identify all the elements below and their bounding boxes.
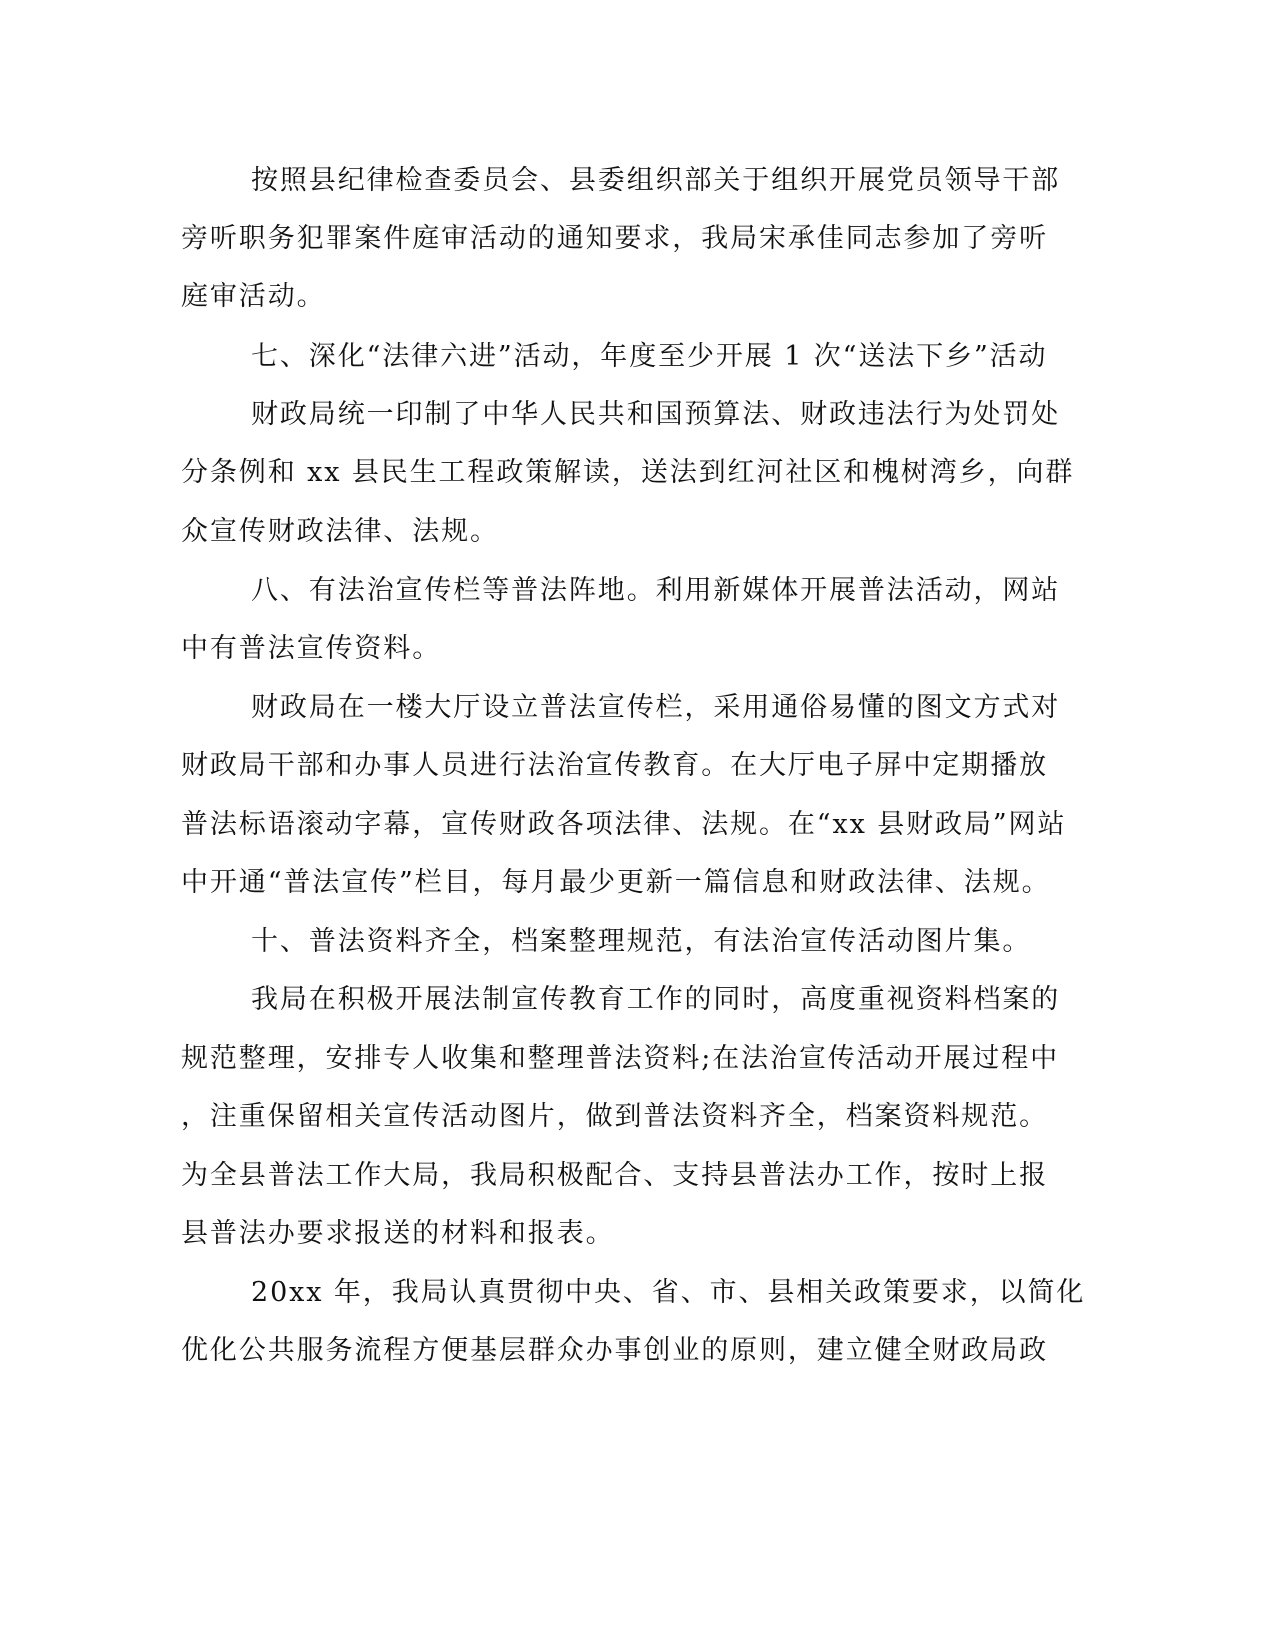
paragraph-line: 众宣传财政法律、法规。	[181, 516, 499, 547]
paragraph-line: 规范整理，安排专人收集和整理普法资料;在法治宣传活动开展过程中	[181, 1043, 1059, 1074]
paragraph-line: 普法标语滚动字幕，宣传财政各项法律、法规。在“xx 县财政局”网站	[181, 809, 1067, 840]
paragraph-line: 庭审活动。	[181, 281, 326, 312]
paragraph-line: 优化公共服务流程方便基层群众办事创业的原则，建立健全财政局政	[181, 1335, 1048, 1366]
paragraph-line: 财政局统一印制了中华人民共和国预算法、财政违法行为处罚处	[251, 399, 1061, 430]
paragraph-line: 财政局干部和办事人员进行法治宣传教育。在大厅电子屏中定期播放	[181, 750, 1048, 781]
section-heading-10: 十、普法资料齐全，档案整理规范，有法治宣传活动图片集。	[251, 926, 1032, 957]
paragraph-line: 分条例和 xx 县民生工程政策解读，送法到红河社区和槐树湾乡，向群	[181, 457, 1075, 488]
paragraph-line: 中开通“普法宣传”栏目，每月最少更新一篇信息和财政法律、法规。	[181, 867, 1051, 898]
paragraph-line: 财政局在一楼大厅设立普法宣传栏，采用通俗易懂的图文方式对	[251, 692, 1061, 723]
paragraph-line: 旁听职务犯罪案件庭审活动的通知要求，我局宋承佳同志参加了旁听	[181, 223, 1048, 254]
paragraph-line: 县普法办要求报送的材料和报表。	[181, 1218, 615, 1249]
paragraph-line: 为全县普法工作大局，我局积极配合、支持县普法办工作，按时上报	[181, 1160, 1048, 1191]
section-heading-8-cont: 中有普法宣传资料。	[181, 633, 442, 664]
section-heading-8: 八、有法治宣传栏等普法阵地。利用新媒体开展普法活动，网站	[251, 575, 1061, 606]
paragraph-line: 20xx 年，我局认真贯彻中央、省、市、县相关政策要求，以简化	[251, 1277, 1086, 1308]
section-heading-7: 七、深化“法律六进”活动，年度至少开展 1 次“送法下乡”活动	[251, 341, 1048, 372]
paragraph-line: 按照县纪律检查委员会、县委组织部关于组织开展党员领导干部	[251, 165, 1061, 196]
paragraph-line: ，注重保留相关宣传活动图片，做到普法资料齐全，档案资料规范。	[181, 1101, 1048, 1132]
paragraph-line: 我局在积极开展法制宣传教育工作的同时，高度重视资料档案的	[251, 984, 1061, 1015]
